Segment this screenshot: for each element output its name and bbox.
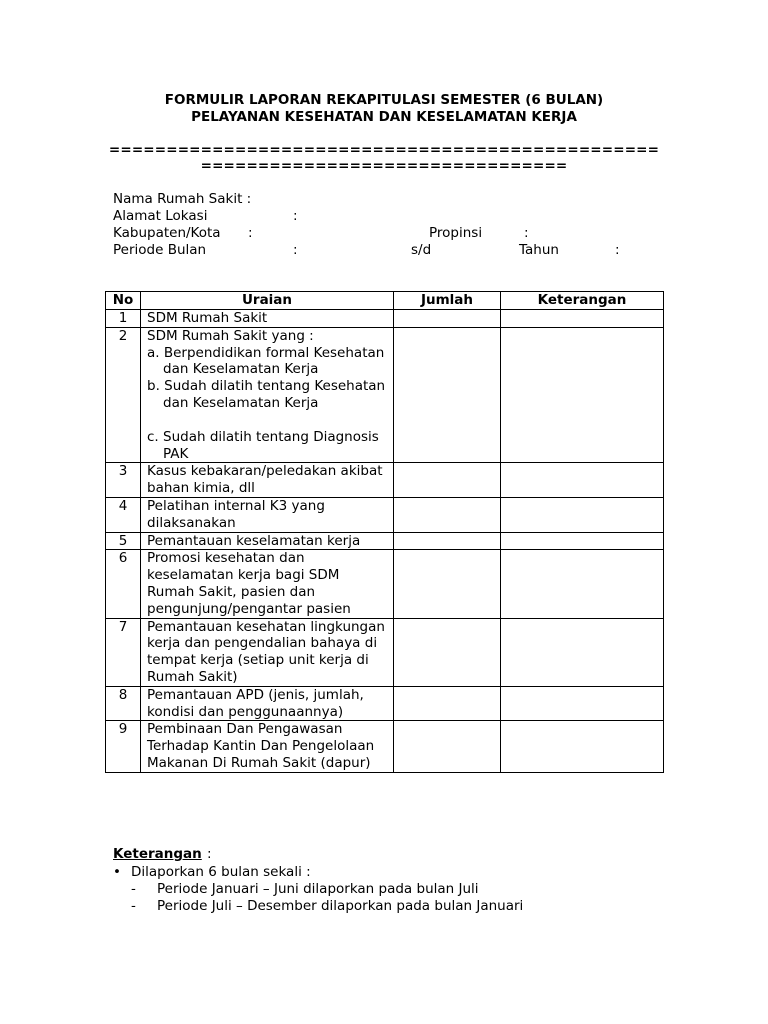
periode-bulan-label: Periode Bulan (113, 242, 207, 258)
table-row (106, 497, 664, 532)
propinsi-label: Propinsi (429, 225, 483, 241)
dash-icon: - (131, 898, 136, 914)
row-keterangan (501, 721, 664, 772)
keterangan-colon: : (207, 846, 212, 862)
tahun-label: Tahun (519, 242, 559, 258)
row-keterangan (501, 463, 664, 498)
row-uraian: Pemantauan keselamatan kerja (141, 532, 394, 550)
tahun-colon: : (615, 242, 620, 258)
table-row (106, 721, 664, 772)
header-uraian: Uraian (141, 292, 394, 310)
header-keterangan: Keterangan (501, 292, 664, 310)
row-no: 2 (106, 327, 141, 463)
row-no: 8 (106, 686, 141, 721)
row-uraian: SDM Rumah Sakit (141, 310, 394, 328)
table-row (106, 532, 664, 550)
row-no: 4 (106, 497, 141, 532)
row-uraian-sub-c: c. Sudah dilatih tentang Diagnosis PAK (147, 428, 379, 462)
row-jumlah (394, 463, 501, 498)
row-no: 7 (106, 618, 141, 686)
sd-label: s/d (411, 242, 432, 258)
table-row (106, 686, 664, 721)
table-row (106, 327, 664, 463)
alamat-lokasi-colon: : (293, 208, 298, 224)
row-uraian-sub-b: b. Sudah dilatih tentang Kesehatan dan Keselamatan Kerja (147, 378, 386, 411)
keterangan-item-text: Periode Juli – Desember dilaporkan pada bulan Januari (157, 898, 524, 914)
table-row (106, 550, 664, 618)
row-uraian: Pembinaan Dan Pengawasan Terhadap Kantin Dan Pengelolaan Makanan Di Rumah Sakit (dapur) (141, 721, 394, 772)
alamat-lokasi-label: Alamat Lokasi (113, 208, 208, 224)
row-uraian-sub-a: a. Berpendidikan formal Kesehatan dan Keselamatan Kerja (147, 344, 385, 378)
row-jumlah (394, 550, 501, 618)
row-uraian: Kasus kebakaran/peledakan akibat bahan kimia, dll (141, 463, 394, 498)
header-no: No (106, 292, 141, 310)
keterangan-bullet (113, 864, 311, 881)
dash-icon: - (131, 881, 136, 897)
keterangan-bullet-text: Dilaporkan 6 bulan sekali : (131, 864, 311, 880)
row-no: 6 (106, 550, 141, 618)
table-row (106, 618, 664, 686)
row-uraian: Pelatihan internal K3 yang dilaksanakan (141, 497, 394, 532)
row-jumlah (394, 618, 501, 686)
propinsi-colon: : (524, 225, 529, 241)
keterangan-item-text: Periode Januari – Juni dilaporkan pada bulan Juli (157, 881, 479, 897)
kabupaten-kota-colon: : (248, 225, 253, 241)
row-keterangan (501, 618, 664, 686)
row-uraian (141, 327, 394, 463)
keterangan-title: Keterangan (113, 846, 202, 862)
row-keterangan (501, 686, 664, 721)
row-jumlah (394, 310, 501, 328)
row-no: 9 (106, 721, 141, 772)
row-no: 3 (106, 463, 141, 498)
header-jumlah: Jumlah (394, 292, 501, 310)
row-jumlah (394, 532, 501, 550)
row-no: 5 (106, 532, 141, 550)
separator-line1: ================================================ (108, 142, 660, 158)
nama-rumah-sakit-label: Nama Rumah Sakit : (113, 191, 252, 207)
row-uraian-main: SDM Rumah Sakit yang : (147, 327, 314, 344)
table-row (106, 310, 664, 328)
row-uraian: Pemantauan kesehatan lingkungan kerja dan pengendalian bahaya di tempat kerja (setiap unit kerja di Rumah Sakit) (141, 618, 394, 686)
row-uraian: Promosi kesehatan dan keselamatan kerja bagi SDM Rumah Sakit, pasien dan pengunjung/pengantar pasien (141, 550, 394, 618)
table-row (106, 463, 664, 498)
form-title-line2: PELAYANAN KESEHATAN DAN KESELAMATAN KERJA (191, 109, 577, 125)
row-jumlah (394, 686, 501, 721)
row-keterangan (501, 532, 664, 550)
form-title-line1: FORMULIR LAPORAN REKAPITULASI SEMESTER (6 BULAN) (164, 92, 604, 108)
row-jumlah (394, 497, 501, 532)
recap-table (105, 291, 664, 773)
keterangan-item (131, 881, 479, 898)
row-keterangan (501, 550, 664, 618)
row-keterangan (501, 310, 664, 328)
row-keterangan (501, 327, 664, 463)
row-no: 1 (106, 310, 141, 328)
separator-line2: ================================ (200, 158, 568, 174)
kabupaten-kota-label: Kabupaten/Kota (113, 225, 221, 241)
bullet-icon: • (113, 864, 121, 880)
keterangan-item (131, 898, 523, 915)
row-keterangan (501, 497, 664, 532)
row-jumlah (394, 721, 501, 772)
table-header-row (106, 292, 664, 310)
row-jumlah (394, 327, 501, 463)
row-uraian: Pemantauan APD (jenis, jumlah, kondisi dan penggunaannya) (141, 686, 394, 721)
periode-bulan-colon: : (293, 242, 298, 258)
